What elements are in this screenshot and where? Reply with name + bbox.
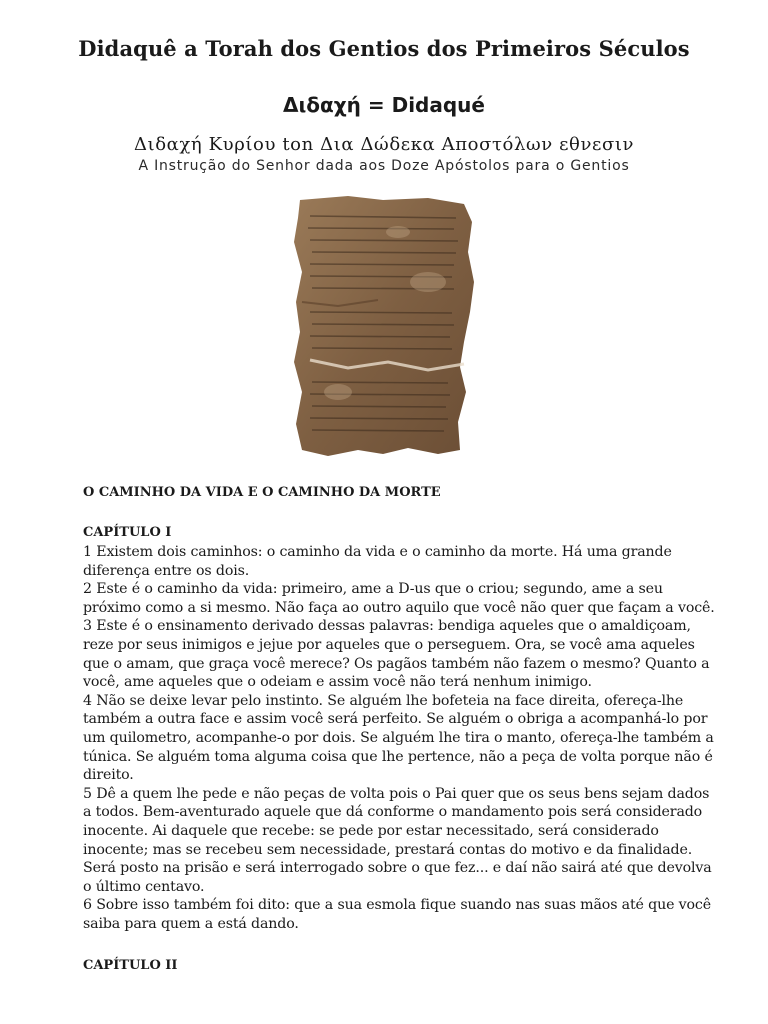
text-line: 3 Este é o ensinamento derivado dessas palavras: bendiga aqueles que o amaldiçoam,: [83, 618, 691, 635]
text-line: saiba para quem a está dando.: [83, 915, 299, 932]
text-line: inocente. Ai daquele que recebe: se pede por estar necessitado, será considerado: [83, 822, 659, 839]
text-line: reze por seus inimigos e jejue por aqueles que o perseguem. Ora, se você ama aqueles: [83, 636, 695, 653]
text-line: 1 Existem dois caminhos: o caminho da vida e o caminho da morte. Há uma grande: [83, 544, 672, 560]
chapter-1-heading: CAPÍTULO I: [83, 525, 172, 540]
text-line: direito.: [83, 767, 134, 784]
text-line: inocente; mas se recebeu sem necessidade, prestará contas do motivo e da finalidade.: [83, 841, 693, 858]
text-line: diferença entre os dois.: [83, 562, 250, 579]
text-line: você, ame aqueles que o odeiam e assim você não terá nenhum inimigo.: [83, 674, 592, 691]
text-line: 4 Não se deixe levar pelo instinto. Se alguém lhe bofeteia na face direita, ofereça-lhe: [83, 692, 684, 709]
text-line: próximo como a si mesmo. Não faça ao outro aquilo que você não quer que façam a você.: [83, 599, 715, 616]
text-line: 6 Sobre isso também foi dito: que a sua esmola fique suando nas suas mãos até que você: [83, 897, 711, 914]
text-line: 5 Dê a quem lhe pede e não peças de volta pois o Pai quer que os seus bens sejam dados: [83, 785, 710, 802]
text-line: também a outra face e assim você será perfeito. Se alguém o obriga a acompanhá-lo por: [83, 711, 708, 728]
text-line: 2 Este é o caminho da vida: primeiro, ame a D-us que o criou; segundo, ame a seu: [83, 581, 663, 598]
papyrus-manuscript-image: [288, 192, 478, 462]
title-translation: A Instrução do Senhor dada aos Doze Apóstolos para o Gentios: [138, 158, 630, 174]
text-line: que o amam, que graça você merece? Os pagãos também não fazem o mesmo? Quanto a: [83, 655, 710, 672]
text-line: um quilometro, acompanhe-o por dois. Se alguém lhe tira o manto, ofereça-lhe também a: [83, 729, 714, 746]
document-subtitle: Διδαχή = Didaqué: [283, 93, 485, 117]
text-line: a todos. Bem-aventurado aquele que dá conforme o mandamento pois será considerado: [83, 804, 703, 821]
text-line: túnica. Se alguém toma alguma coisa que lhe pertence, não a peça de volta porque não é: [83, 748, 713, 765]
document-title: Didaquê a Torah dos Gentios dos Primeiros Séculos: [78, 36, 690, 61]
text-line: o último centavo.: [83, 878, 205, 895]
chapter-2-heading: CAPÍTULO II: [83, 958, 178, 973]
chapter-1-text: [83, 543, 743, 933]
text-line: Será posto na prisão e será interrogado sobre o que fez... e daí não sairá até que devolva: [83, 860, 712, 877]
section-heading: O CAMINHO DA VIDA E O CAMINHO DA MORTE: [83, 485, 441, 500]
greek-title: Διδαχή Κυρίου ton Δια Δώδεκα Αποστόλων εθνεσιν: [133, 134, 635, 155]
